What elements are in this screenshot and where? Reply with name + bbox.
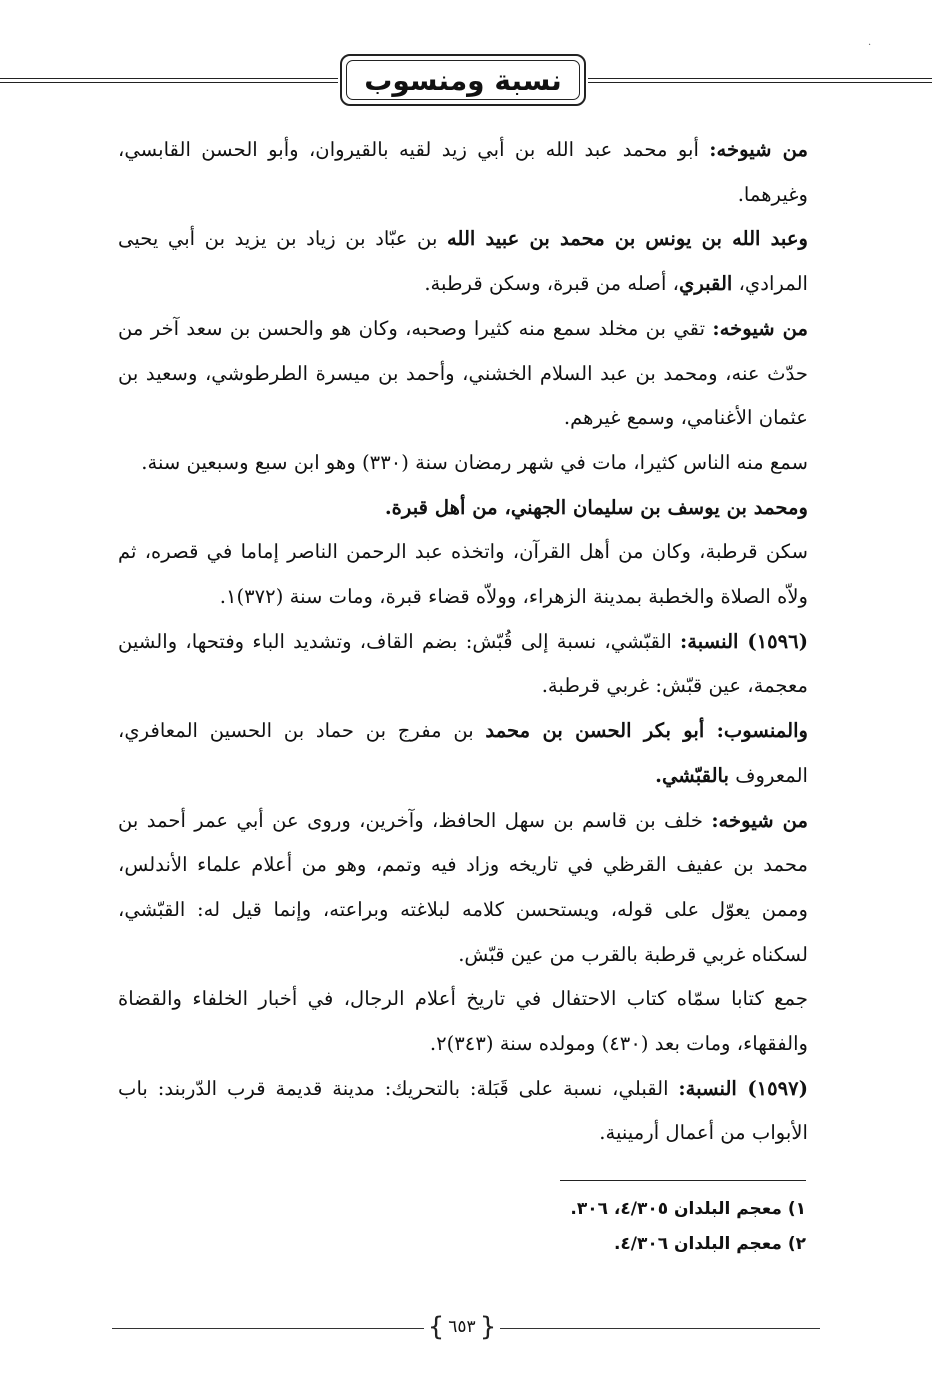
person-name: وعبد الله بن يونس بن محمد بن عبيد الله <box>446 227 808 251</box>
page-title: نسبة ومنسوب <box>346 60 580 100</box>
entry-label: والمنسوب: أبو بكر الحسن بن محمد <box>485 719 808 743</box>
stray-mark: · <box>868 40 872 51</box>
header-rule-left <box>0 78 338 83</box>
paragraph: جمع كتابا سمّاه كتاب الاحتفال في تاريخ أعلام الرجال، في أخبار الخلفاء والقضاة والفقهاء، ومات بعد (٤٣٠) ومولده سنة (٣٤٣)٢. <box>118 987 808 1056</box>
paragraph: من شيوخه: أبو محمد عبد الله بن أبي زيد لقيه بالقيروان، وأبو الحسن القابسي، وغيرهما. <box>118 138 808 206</box>
nisba-term: بالقبّشي. <box>655 763 729 787</box>
header-frame <box>340 54 586 106</box>
section-label: من شيوخه: <box>712 316 808 340</box>
header-rule-right <box>588 78 932 83</box>
nisba-term: القبري <box>678 272 733 296</box>
paragraph: سكن قرطبة، وكان من أهل القرآن، واتخذه عبد الرحمن الناصر إماما في قصره، ثم ولاّه الصلاة والخطبة بمدينة الزهراء، وولاّه قضاء قبرة، ومات سنة (٣٧٢)١. <box>118 540 808 609</box>
person-name: ومحمد بن يوسف بن سليمان الجهني، من أهل قبرة. <box>384 495 808 519</box>
brace-icon: } <box>479 1312 497 1342</box>
section-label: من شيوخه: <box>709 138 808 161</box>
section-label: من شيوخه: <box>711 808 808 832</box>
footnote-rule <box>560 1180 806 1181</box>
paragraph: (١٥٩٧) النسبة: القبلي، نسبة على قَبَلة: بالتحريك: مدينة قديمة قرب الدّربند: باب الأبواب من أعمال أرمينية. <box>118 1076 808 1145</box>
footer-rule-left <box>112 1328 424 1329</box>
footnote: ٢) معجم البلدان ٤/٣٠٦. <box>613 1234 806 1254</box>
paragraph: سمع منه الناس كثيرا، مات في شهر رمضان سنة (٣٣٠) وهو ابن سبع وسبعين سنة. <box>141 450 808 474</box>
paragraph: من شيوخه: خلف بن قاسم بن سهل الحافظ، وآخرين، وروى عن أبي عمر أحمد بن محمد بن عفيف القرظي في تاريخه وزاد فيه وتمم، وهو من أعلام علماء الأندلس، وممن يعوّل على قوله، ويستحسن كلامه لبلاغته وبراعته، وإنما قيل له: القبّشي، لسكناه غربي قرطبة بالقرب من عين قبّش. <box>118 808 808 966</box>
page-number-value: ٦٥٣ <box>448 1317 476 1337</box>
brace-icon: { <box>427 1312 445 1342</box>
paragraph <box>118 486 808 531</box>
entry-label: (١٥٩٧) النسبة: <box>678 1076 808 1100</box>
footnotes <box>400 1192 806 1262</box>
paragraph: وعبد الله بن يونس بن محمد بن عبيد الله بن عبّاد بن زياد بن يزيد بن أبي يحيى المرادي، القبري، أصله من قبرة، وسكن قرطبة. <box>118 227 808 296</box>
footnote: ١) معجم البلدان ٤/٣٠٥، ٣٠٦. <box>570 1199 806 1219</box>
paragraph: (١٥٩٦) النسبة: القبّشي، نسبة إلى قُبّش: بضم القاف، وتشديد الباء وفتحها، والشين معجمة، عين قبّش: غربي قرطبة. <box>118 629 808 698</box>
entry-label: (١٥٩٦) النسبة: <box>680 629 808 653</box>
main-text <box>118 128 808 1156</box>
footer-rule-right <box>500 1328 820 1329</box>
paragraph: والمنسوب: أبو بكر الحسن بن محمد بن مفرج بن حماد بن الحسين المعافري، المعروف بالقبّشي. <box>118 719 808 787</box>
paragraph: من شيوخه: تقي بن مخلد سمع منه كثيرا وصحبه، وكان هو والحسن بن سعد آخر من حدّث عنه، ومحمد بن عبد السلام الخشني، وأحمد بن ميسرة الطرطوشي، وسعيد بن عثمان الأغنامي، وسمع غيرهم. <box>118 316 808 430</box>
page-number <box>426 1310 498 1344</box>
